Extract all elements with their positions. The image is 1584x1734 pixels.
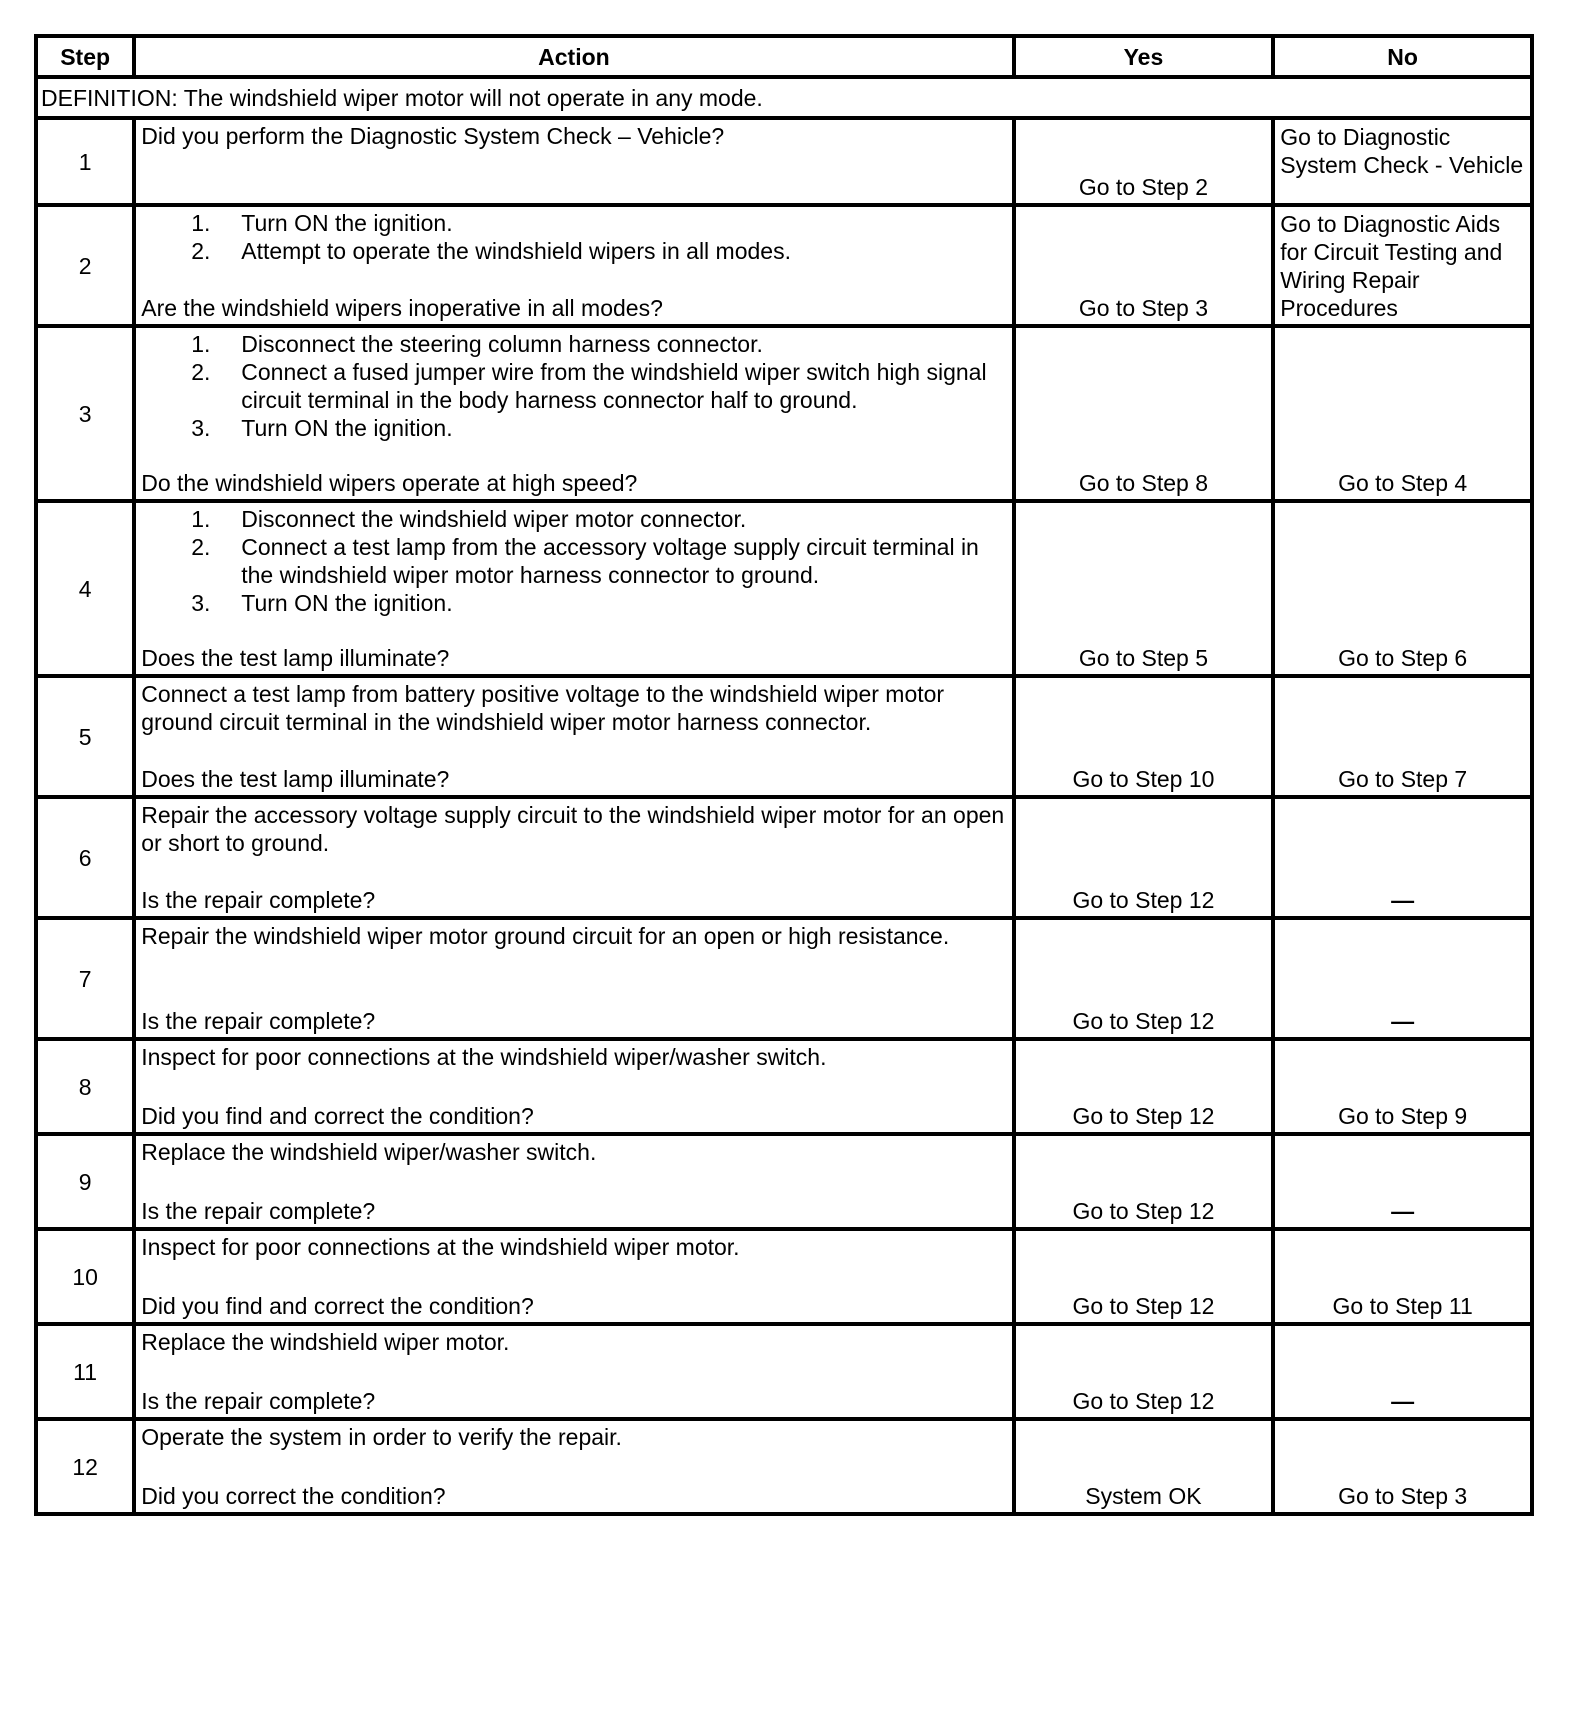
action-question: Is the repair complete? (141, 1388, 376, 1414)
action-text: Connect a test lamp from battery positive voltage to the windshield wiper motor ground circuit terminal in the windshield wiper motor harness connector. (141, 681, 945, 735)
step-number: 2 (36, 205, 134, 326)
step-number: 3 (36, 326, 134, 501)
action-text: Replace the windshield wiper/washer switch. (141, 1139, 597, 1165)
step-number: 6 (36, 797, 134, 918)
action-cell (134, 326, 1013, 501)
step-number: 1 (36, 118, 134, 205)
no-result: Go to Step 4 (1273, 326, 1532, 501)
definition-text: DEFINITION: The windshield wiper motor will not operate in any mode. (36, 77, 1532, 118)
yes-result: System OK (1014, 1419, 1274, 1514)
table-row (36, 205, 1532, 326)
action-text: Repair the windshield wiper motor ground circuit for an open or high resistance. (141, 923, 950, 949)
list-item-text: Turn ON the ignition. (241, 415, 453, 441)
yes-result: Go to Step 12 (1014, 918, 1274, 1039)
table-row (36, 1419, 1532, 1514)
list-item (141, 330, 1007, 358)
action-cell (134, 118, 1013, 205)
yes-result: Go to Step 12 (1014, 1229, 1274, 1324)
list-item-text: Disconnect the windshield wiper motor connector. (241, 506, 747, 532)
list-item-number: 2. (191, 238, 211, 264)
action-cell (134, 1039, 1013, 1134)
action-cell (134, 205, 1013, 326)
list-item (141, 533, 1007, 589)
action-text: Replace the windshield wiper motor. (141, 1329, 510, 1355)
list-item (141, 589, 1007, 617)
yes-result: Go to Step 12 (1014, 1134, 1274, 1229)
step-number: 5 (36, 676, 134, 797)
action-cell (134, 1134, 1013, 1229)
list-item-number: 1. (191, 331, 211, 357)
table-row (36, 797, 1532, 918)
action-question: Do the windshield wipers operate at high speed? (141, 470, 638, 496)
no-result: — (1273, 797, 1532, 918)
instruction-list (141, 505, 1007, 617)
step-number: 9 (36, 1134, 134, 1229)
list-item-number: 2. (191, 534, 211, 560)
no-result: Go to Diagnostic Aids for Circuit Testing and Wiring Repair Procedures (1273, 205, 1532, 326)
list-item-number: 3. (191, 590, 211, 616)
list-item-text: Connect a test lamp from the accessory voltage supply circuit terminal in the windshield wiper motor harness connector to ground. (241, 534, 979, 588)
no-result: Go to Step 7 (1273, 676, 1532, 797)
list-item-text: Connect a fused jumper wire from the windshield wiper switch high signal circuit terminal in the body harness connector half to ground. (241, 359, 987, 413)
list-item-text: Disconnect the steering column harness connector. (241, 331, 763, 357)
list-item (141, 505, 1007, 533)
table-row (36, 918, 1532, 1039)
header-step: Step (36, 36, 134, 77)
action-text: Repair the accessory voltage supply circuit to the windshield wiper motor for an open or short to ground. (141, 802, 1005, 856)
step-number: 12 (36, 1419, 134, 1514)
action-text: Inspect for poor connections at the windshield wiper motor. (141, 1234, 740, 1260)
yes-result: Go to Step 12 (1014, 1039, 1274, 1134)
action-question: Did you correct the condition? (141, 1483, 446, 1509)
diagnostic-table (34, 34, 1534, 1516)
action-question: Did you find and correct the condition? (141, 1103, 534, 1129)
table-row (36, 1134, 1532, 1229)
table-row (36, 326, 1532, 501)
step-number: 8 (36, 1039, 134, 1134)
action-cell (134, 501, 1013, 676)
no-result: Go to Diagnostic System Check - Vehicle (1273, 118, 1532, 205)
table-row (36, 1039, 1532, 1134)
instruction-list (141, 209, 1007, 265)
list-item (141, 237, 1007, 265)
yes-result: Go to Step 12 (1014, 797, 1274, 918)
list-item-number: 2. (191, 359, 211, 385)
yes-result: Go to Step 2 (1014, 118, 1274, 205)
table-row (36, 1229, 1532, 1324)
list-item-text: Turn ON the ignition. (241, 590, 453, 616)
step-number: 4 (36, 501, 134, 676)
table-row (36, 501, 1532, 676)
header-yes: Yes (1014, 36, 1274, 77)
yes-result: Go to Step 8 (1014, 326, 1274, 501)
action-cell (134, 797, 1013, 918)
instruction-list (141, 330, 1007, 442)
action-text: Operate the system in order to verify the repair. (141, 1424, 622, 1450)
action-question: Is the repair complete? (141, 887, 376, 913)
header-row (36, 36, 1532, 77)
yes-result: Go to Step 3 (1014, 205, 1274, 326)
action-cell (134, 676, 1013, 797)
yes-result: Go to Step 5 (1014, 501, 1274, 676)
definition-row (36, 77, 1532, 118)
list-item (141, 358, 1007, 414)
list-item-text: Attempt to operate the windshield wipers in all modes. (241, 238, 791, 264)
step-number: 10 (36, 1229, 134, 1324)
no-result: — (1273, 1134, 1532, 1229)
no-result: Go to Step 6 (1273, 501, 1532, 676)
action-question: Is the repair complete? (141, 1008, 376, 1034)
list-item-number: 1. (191, 506, 211, 532)
table-row (36, 676, 1532, 797)
header-no: No (1273, 36, 1532, 77)
yes-result: Go to Step 12 (1014, 1324, 1274, 1419)
table-row (36, 1324, 1532, 1419)
action-cell (134, 1324, 1013, 1419)
action-cell (134, 1229, 1013, 1324)
no-result: Go to Step 9 (1273, 1039, 1532, 1134)
action-question: Does the test lamp illuminate? (141, 645, 450, 671)
list-item (141, 414, 1007, 442)
header-action: Action (134, 36, 1013, 77)
table-row (36, 118, 1532, 205)
action-text: Did you perform the Diagnostic System Check – Vehicle? (141, 123, 725, 149)
list-item-number: 3. (191, 415, 211, 441)
no-result: — (1273, 918, 1532, 1039)
action-question: Did you find and correct the condition? (141, 1293, 534, 1319)
action-question: Is the repair complete? (141, 1198, 376, 1224)
yes-result: Go to Step 10 (1014, 676, 1274, 797)
no-result: — (1273, 1324, 1532, 1419)
action-cell (134, 1419, 1013, 1514)
list-item (141, 209, 1007, 237)
no-result: Go to Step 3 (1273, 1419, 1532, 1514)
step-number: 7 (36, 918, 134, 1039)
list-item-text: Turn ON the ignition. (241, 210, 453, 236)
list-item-number: 1. (191, 210, 211, 236)
action-question: Does the test lamp illuminate? (141, 766, 450, 792)
step-number: 11 (36, 1324, 134, 1419)
action-question: Are the windshield wipers inoperative in all modes? (141, 295, 663, 321)
action-text: Inspect for poor connections at the windshield wiper/washer switch. (141, 1044, 827, 1070)
no-result: Go to Step 11 (1273, 1229, 1532, 1324)
action-cell (134, 918, 1013, 1039)
